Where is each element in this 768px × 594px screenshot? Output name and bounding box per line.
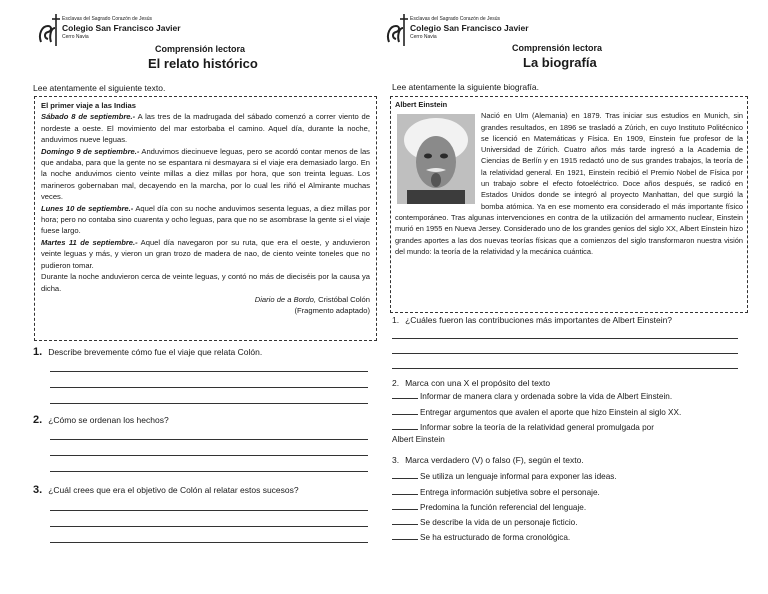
answer-blank[interactable] bbox=[392, 501, 418, 510]
answer-line[interactable] bbox=[50, 387, 368, 388]
right-worksheet bbox=[384, 0, 768, 594]
story-paragraph: Domingo 9 de septiembre.- Anduvimos diecinueve leguas, pero se acordó contar menos de las que andaba, para que la gente no se espantara ni desmayara si el viaje era demasiado largo. En la noche anduvimos ciento veinte millas a diez millas por hora, que son treinta leguas. Los marineros gobernaban mal, decayendo en la marcha, por lo cual les riñó el Almirante muchas veces. bbox=[41, 146, 370, 202]
bio-box bbox=[390, 96, 748, 313]
story-box bbox=[34, 96, 377, 341]
answer-blank[interactable] bbox=[392, 421, 418, 430]
answer-blank[interactable] bbox=[392, 486, 418, 495]
school-name: Colegio San Francisco Javier bbox=[62, 23, 181, 33]
answer-blank[interactable] bbox=[392, 406, 418, 415]
answer-line[interactable] bbox=[50, 403, 368, 404]
instruction: Lee atentamente la siguiente biografía. bbox=[392, 82, 539, 92]
school-name: Colegio San Francisco Javier bbox=[410, 23, 529, 33]
answer-line[interactable] bbox=[50, 542, 368, 543]
answer-blank[interactable] bbox=[392, 470, 418, 479]
bio-text: Nació en Ulm (Alemania) en 1879. Tras iniciar sus estudios en Munich, sin grandes resultados, en 1896 se trasladó a Zúrich, en cuyo Instituto Politécnico se licenció en Matemáticas y Física. En 1909, Einstein fue profesor de la Universidad de Zúrich. Cuatro años más tarde ingresó a la Academia de Ciencias de Berlín y en 1915 redactó uno de sus grandes trabajos, la teoría de la relatividad general. En 1921, Einstein recibió el Premio Nobel de Física por un trabajo sobre el efecto fotoeléctrico. Doce años después, se radicó en Estados Unidos donde se integró al proyecto Manhattan, del que surgió la bomba atómica. Ya en ese momento era considerado el más importante físico contemporáneo. Tras algunas intervenciones en contra de la utilización del armamento nuclear, Einstein murió en 1955 en Nueva Jersey. Considerado uno de los grandes genios del siglo XX, Albert Einstein hizo grandes aportes a las dos nuevas teorías físicas que a comienzos del siglo transformaron nuestra visión del mundo: la teoría de la relatividad y la mecánica cuántica. bbox=[395, 111, 743, 256]
true-false-item[interactable]: Se utiliza un lenguaje informal para exponer las ideas. bbox=[392, 470, 617, 481]
story-paragraph: Martes 11 de septiembre.- Aquel día navegaron por su ruta, que era el oeste, y anduvieron veinte leguas y más, y vieron un gran trozo de madera de nao, de ciento veinte toneles que no pudieron tomar. bbox=[41, 237, 370, 270]
story-source: Diario de a Bordo, Cristóbal Colón bbox=[254, 294, 370, 304]
purpose-option[interactable]: Informar sobre la teoría de la relatividad general promulgada por bbox=[392, 421, 654, 432]
answer-line[interactable] bbox=[50, 510, 368, 511]
question-2: 2. ¿Cómo se ordenan los hechos? bbox=[33, 414, 169, 426]
true-false-item[interactable]: Predomina la función referencial del lenguaje. bbox=[392, 501, 586, 512]
answer-blank[interactable] bbox=[392, 531, 418, 540]
question-3: 3. ¿Cuál crees que era el objetivo de Colón al relatar estos sucesos? bbox=[33, 484, 299, 496]
answer-line[interactable] bbox=[50, 471, 368, 472]
school-crest-icon bbox=[36, 12, 62, 50]
subject-label: Comprensión lectora bbox=[512, 43, 603, 53]
answer-blank[interactable] bbox=[392, 390, 418, 399]
answer-blank[interactable] bbox=[392, 516, 418, 525]
bio-heading: Albert Einstein bbox=[395, 100, 448, 109]
school-location: Cerro Navia bbox=[410, 34, 437, 40]
story-paragraph: Durante la noche anduvieron cerca de veinte leguas, y contó no más de dieciséis por la causa ya dicha. bbox=[41, 272, 370, 293]
story-paragraph: Sábado 8 de septiembre.- A las tres de la madrugada del sábado comenzó a correr viento de nordeste a oeste. El movimiento del mar estorbaba el camino. Aquel día, durante la noche, anduvimos nueve leguas. bbox=[41, 112, 370, 145]
answer-line[interactable] bbox=[392, 338, 738, 339]
question-1: 1. Describe brevemente cómo fue el viaje que relata Colón. bbox=[33, 346, 263, 358]
purpose-option-continuation: Albert Einstein bbox=[392, 435, 445, 444]
page-title: La biografía bbox=[523, 55, 597, 70]
school-congregation: Esclavas del Sagrado Corazón de Jesús bbox=[62, 16, 153, 22]
einstein-portrait-image bbox=[397, 114, 475, 204]
true-false-item[interactable]: Se ha estructurado de forma cronológica. bbox=[392, 531, 570, 542]
question-3: 3. Marca verdadero (V) o falso (F), según el texto. bbox=[392, 455, 584, 465]
purpose-option[interactable]: Informar de manera clara y ordenada sobre la vida de Albert Einstein. bbox=[392, 390, 672, 401]
answer-line[interactable] bbox=[392, 353, 738, 354]
school-congregation: Esclavas del Sagrado Corazón de Jesús bbox=[410, 16, 501, 22]
school-crest-icon bbox=[384, 12, 410, 50]
story-paragraph: Lunes 10 de septiembre.- Aquel día con su noche anduvimos sesenta leguas, a diez millas por hora; pero no contaba sino cuarenta y ocho leguas, para que no se asombrase la gente si el viaje fuese largo. bbox=[41, 203, 370, 236]
subject-label: Comprensión lectora bbox=[155, 44, 246, 54]
story-source-note: (Fragmento adaptado) bbox=[294, 306, 370, 316]
answer-line[interactable] bbox=[50, 526, 368, 527]
story-heading: El primer viaje a las Indias bbox=[41, 101, 136, 110]
page-title: El relato histórico bbox=[148, 56, 258, 71]
answer-line[interactable] bbox=[50, 439, 368, 440]
true-false-item[interactable]: Entrega información subjetiva sobre el personaje. bbox=[392, 486, 600, 497]
answer-line[interactable] bbox=[392, 368, 738, 369]
purpose-option[interactable]: Entregar argumentos que avalen el aporte que hizo Einstein al siglo XX. bbox=[392, 406, 681, 417]
answer-line[interactable] bbox=[50, 371, 368, 372]
true-false-item[interactable]: Se describe la vida de un personaje ficticio. bbox=[392, 516, 577, 527]
instruction: Lee atentamente el siguiente texto. bbox=[33, 83, 166, 93]
school-location: Cerro Navia bbox=[62, 34, 89, 40]
question-2: 2. Marca con una X el propósito del texto bbox=[392, 378, 551, 388]
answer-line[interactable] bbox=[50, 455, 368, 456]
question-1: 1. ¿Cuáles fueron las contribuciones más importantes de Albert Einstein? bbox=[392, 315, 673, 325]
